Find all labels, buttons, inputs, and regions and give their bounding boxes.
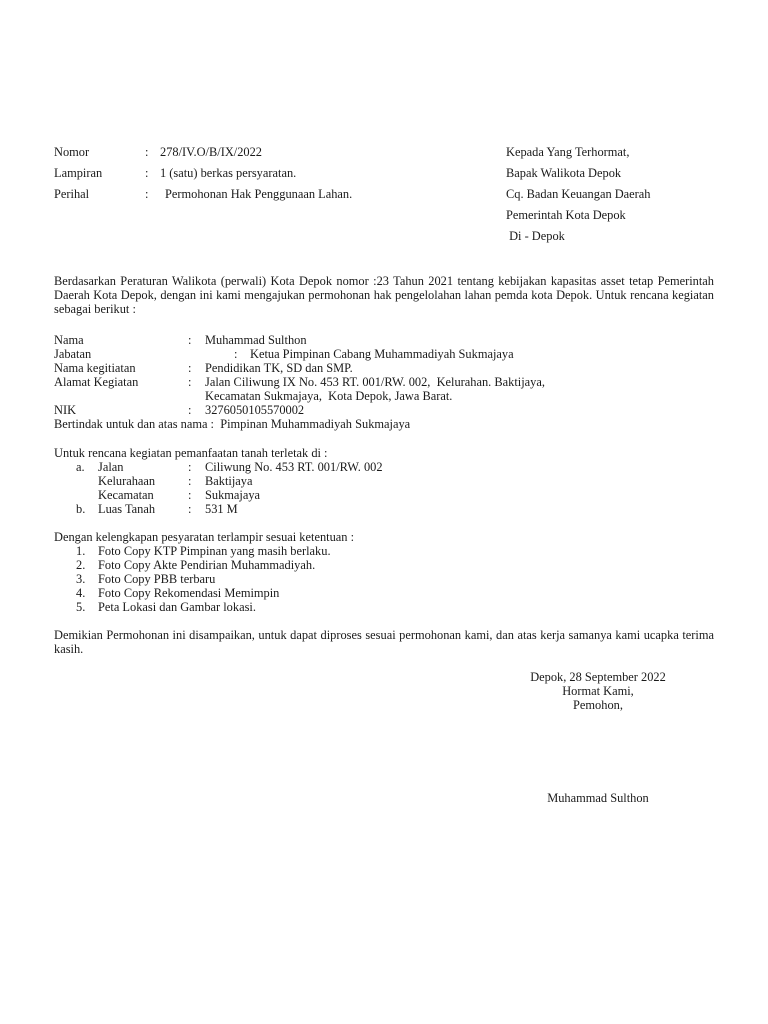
jalan-label: Jalan — [98, 460, 124, 474]
requirement-number: 3. — [76, 572, 86, 586]
place-date: Depok, 28 September 2022 — [530, 670, 666, 684]
kelurahan-label: Kelurahaan — [98, 474, 156, 488]
nomor-colon: : — [145, 145, 149, 159]
requirement-text: Foto Copy Rekomendasi Memimpin — [98, 586, 280, 600]
lokasi-intro: Untuk rencana kegiatan pemanfaatan tanah terletak di : — [54, 446, 328, 460]
lampiran-value: 1 (satu) berkas persyaratan. — [160, 166, 297, 180]
requirement-text: Foto Copy Akte Pendirian Muhammadiyah. — [98, 558, 316, 572]
kelurahan-colon: : — [188, 474, 192, 488]
nomor-value: 278/IV.O/B/IX/2022 — [160, 145, 262, 159]
kecamatan-label: Kecamatan — [98, 488, 154, 502]
perihal-colon: : — [145, 187, 149, 201]
requirement-number: 1. — [76, 544, 86, 558]
kegiatan-value: Pendidikan TK, SD dan SMP. — [205, 361, 353, 375]
item-b-marker: b. — [76, 502, 86, 516]
kegiatan-label: Nama kegitiatan — [54, 361, 136, 375]
bertindak-line: Bertindak untuk dan atas nama : Pimpinan Muhammadiyah Sukmajaya — [54, 417, 411, 431]
requirement-text: Foto Copy KTP Pimpinan yang masih berlaku. — [98, 544, 331, 558]
jabatan-value: Ketua Pimpinan Cabang Muhammadiyah Sukmajaya — [250, 347, 514, 361]
lampiran-colon: : — [145, 166, 149, 180]
alamat-colon: : — [188, 375, 192, 389]
lampiran-label: Lampiran — [54, 166, 103, 180]
perihal-value: Permohonan Hak Penggunaan Lahan. — [165, 187, 353, 201]
requirement-number: 2. — [76, 558, 86, 572]
jalan-value: Ciliwung No. 453 RT. 001/RW. 002 — [205, 460, 383, 474]
requirement-number: 5. — [76, 600, 86, 614]
nik-label: NIK — [54, 403, 77, 417]
nama-value: Muhammad Sulthon — [205, 333, 307, 347]
alamat-value-line-1: Jalan Ciliwung IX No. 453 RT. 001/RW. 002, Kelurahan. Baktijaya, — [205, 375, 545, 389]
jalan-colon: : — [188, 460, 192, 474]
closing-paragraph: Demikian Permohonan ini disampaikan, untuk dapat diproses sesuai permohonan kami, dan atas kerja samanya kami ucapka terima kasih. — [54, 628, 714, 656]
nama-colon: : — [188, 333, 192, 347]
recipient-line-2: Bapak Walikota Depok — [506, 166, 622, 180]
alamat-label: Alamat Kegiatan — [54, 375, 139, 389]
recipient-line-1: Kepada Yang Terhormat, — [506, 145, 630, 159]
perihal-label: Perihal — [54, 187, 90, 201]
requirement-text: Foto Copy PBB terbaru — [98, 572, 216, 586]
nik-value: 3276050105570002 — [205, 403, 305, 417]
luas-value: 531 M — [205, 502, 238, 516]
kecamatan-value: Sukmajaya — [205, 488, 261, 502]
nomor-label: Nomor — [54, 145, 90, 159]
jabatan-colon: : — [234, 347, 238, 361]
alamat-value-line-2: Kecamatan Sukmajaya, Kota Depok, Jawa Barat. — [205, 389, 453, 403]
requirement-text: Peta Lokasi dan Gambar lokasi. — [98, 600, 256, 614]
signer-name: Muhammad Sulthon — [547, 791, 649, 805]
recipient-line-5: Di - Depok — [506, 229, 565, 243]
kegiatan-colon: : — [188, 361, 192, 375]
nama-label: Nama — [54, 333, 84, 347]
requirement-number: 4. — [76, 586, 86, 600]
luas-colon: : — [188, 502, 192, 516]
item-a-marker: a. — [76, 460, 85, 474]
role-line: Pemohon, — [573, 698, 623, 712]
kelurahan-value: Baktijaya — [205, 474, 253, 488]
hormat-line: Hormat Kami, — [562, 684, 634, 698]
kecamatan-colon: : — [188, 488, 192, 502]
jabatan-label: Jabatan — [54, 347, 92, 361]
luas-label: Luas Tanah — [98, 502, 156, 516]
recipient-line-4: Pemerintah Kota Depok — [506, 208, 626, 222]
persyaratan-intro: Dengan kelengkapan pesyaratan terlampir sesuai ketentuan : — [54, 530, 355, 544]
nik-colon: : — [188, 403, 192, 417]
recipient-line-3: Cq. Badan Keuangan Daerah — [506, 187, 651, 201]
intro-paragraph: Berdasarkan Peraturan Walikota (perwali) Kota Depok nomor :23 Tahun 2021 tentang kebijakan kapasitas asset tetap Pemerintah Daerah Kota Depok, dengan ini kami mengajukan permohonan hak pengelolahan lahan pemda kota Depok. Untuk rencana kegiatan sebagai berikut : — [54, 274, 714, 316]
